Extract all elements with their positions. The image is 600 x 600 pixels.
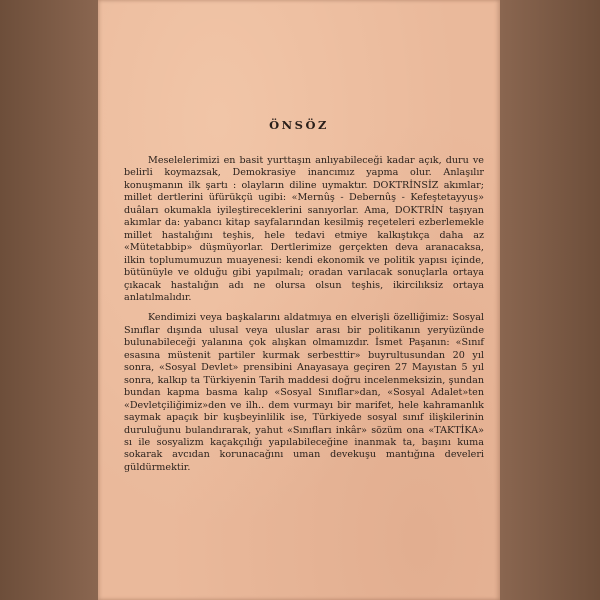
body-text — [124, 155, 484, 482]
background-right-edge — [500, 0, 600, 600]
paragraph-1: Meselelerimizi en basit yurttaşın anlıyabileceği kadar açık, duru ve belirli koymazsak, Demokrasiye inancımız yapma olur. Anlaşılır konuşmanın ilk şartı : olayların diline uymaktır. DOKTRİNSİZ akımlar; millet dertlerini üfürükçü ugibi: «Mernûş - Debernûş - Kefeştetayyuş» duâları okumakla iyileştireceklerini sanıyorlar. Ama, DOKTRİN taşıyan akımlar da: yabancı kitap sayfalarından kesilmiş reçeteleri ezberlemekle millet hastalığını teşhis, hele tedavi etmiye kalkıştıkça daha az «Mütetabbip» düşmüyorlar. Dertlerimize gerçekten deva aranacaksa, ilkin toplumumuzun muayenesi: kendi ekonomik ve politik yapısı içinde, bütünüyle ve olduğu gibi yapılmalı; oradan varılacak sonuçlarla ortaya çıkacak hastalığın adı ne olursa olsun teşhis, ikircilıksiz ortaya anlatılmalıdır. — [124, 155, 484, 303]
background-left-edge — [0, 0, 98, 600]
page-title: ÖNSÖZ — [269, 118, 329, 132]
paragraph-2: Kendimizi veya başkalarını aldatmıya en elverişli özelliğimiz: Sosyal Sınıflar dışında ulusal veya uluslar arası bir politikanın yeryüzünde bulunabileceği yalanına çok alışkan olmamızdır. İsmet Paşanın: «Sınıf esasına müstenit partiler kurmak serbesttir» buyrultusundan 20 yıl sonra, «Sosyal Devlet» prensibini Anayasaya geçiren 27 Mayıstan 5 yıl sonra, kalkıp ta Türkiyenin Tarih maddesi doğru incelenmeksizin, şundan bundan kapma basma kalıp «Sosyal Sınıflar»dan, «Sosyal Adalet»ten «Devletçiliğimiz»den ve ilh.. dem vurmayı bir marifet, hele kahramanlık saymak apaçık bir kuşbeyinlilik ise, Türkiyede sosyal sınıf ilişkilerinin duruluğunu bulandırarak, yahut «Sınıfları inkâr» sözüm ona «TAKTİKA» sı ile sosyalizm kaçakçılığı yapılabileceğine inanmak ta, başını kuma sokarak avcıdan korunacağını uman devekuşu mantığına develeri güldürmektir. — [124, 312, 484, 473]
book-page — [98, 0, 500, 600]
